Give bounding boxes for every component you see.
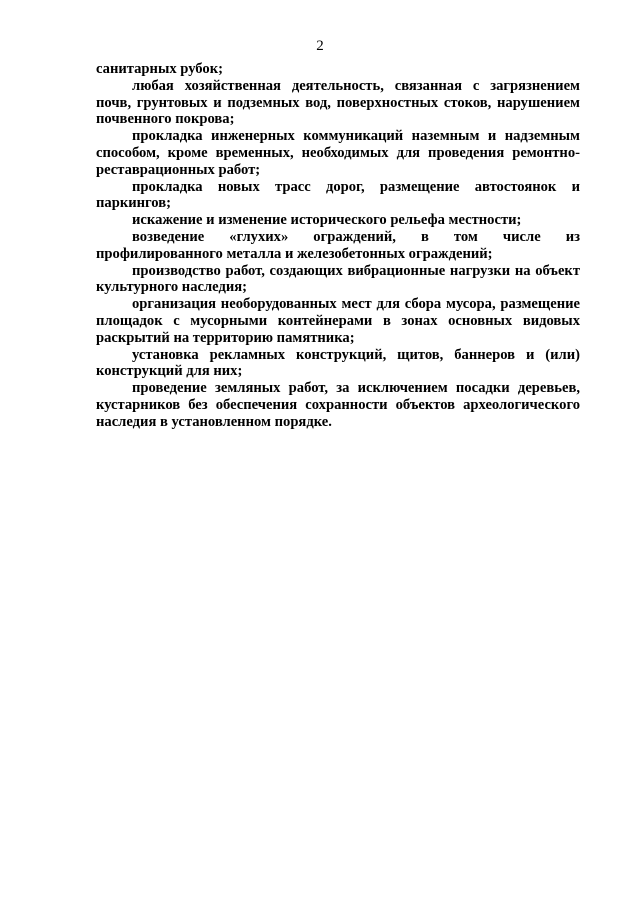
page-number: 2	[316, 38, 324, 54]
paragraph-solid-fences: возведение «глухих» ограждений, в том числе из профилированного металла и железобетонных ограждений;	[96, 228, 580, 262]
paragraph-earthworks: проведение земляных работ, за исключением посадки деревьев, кустарников без обеспечения сохранности объектов археологического наследия в установленном порядке.	[96, 380, 580, 430]
paragraph-vibration-works: производство работ, создающих вибрационные нагрузки на объект культурного наследия;	[96, 262, 580, 296]
paragraph-new-roads: прокладка новых трасс дорог, размещение автостоянок и паркингов;	[96, 178, 580, 212]
paragraph-continuation: санитарных рубок;	[96, 61, 223, 77]
paragraph-economic-activity: любая хозяйственная деятельность, связанная с загрязнением почв, грунтовых и подземных вод, поверхностных стоков, нарушением почвенного покрова;	[96, 77, 580, 128]
paragraph-advertising: установка рекламных конструкций, щитов, баннеров и (или) конструкций для них;	[96, 346, 580, 380]
paragraph-relief-distortion: искажение и изменение исторического рельефа местности;	[132, 212, 522, 229]
paragraph-utility-laying: прокладка инженерных коммуникаций наземным и надземным способом, кроме временных, необходимых для проведения ремонтно-реставрационных работ;	[96, 128, 580, 178]
paragraph-waste-sites: организация необорудованных мест для сбора мусора, размещение площадок с мусорными контейнерами в зонах основных видовых раскрытий на территорию памятника;	[96, 296, 580, 346]
document-body	[96, 61, 580, 431]
